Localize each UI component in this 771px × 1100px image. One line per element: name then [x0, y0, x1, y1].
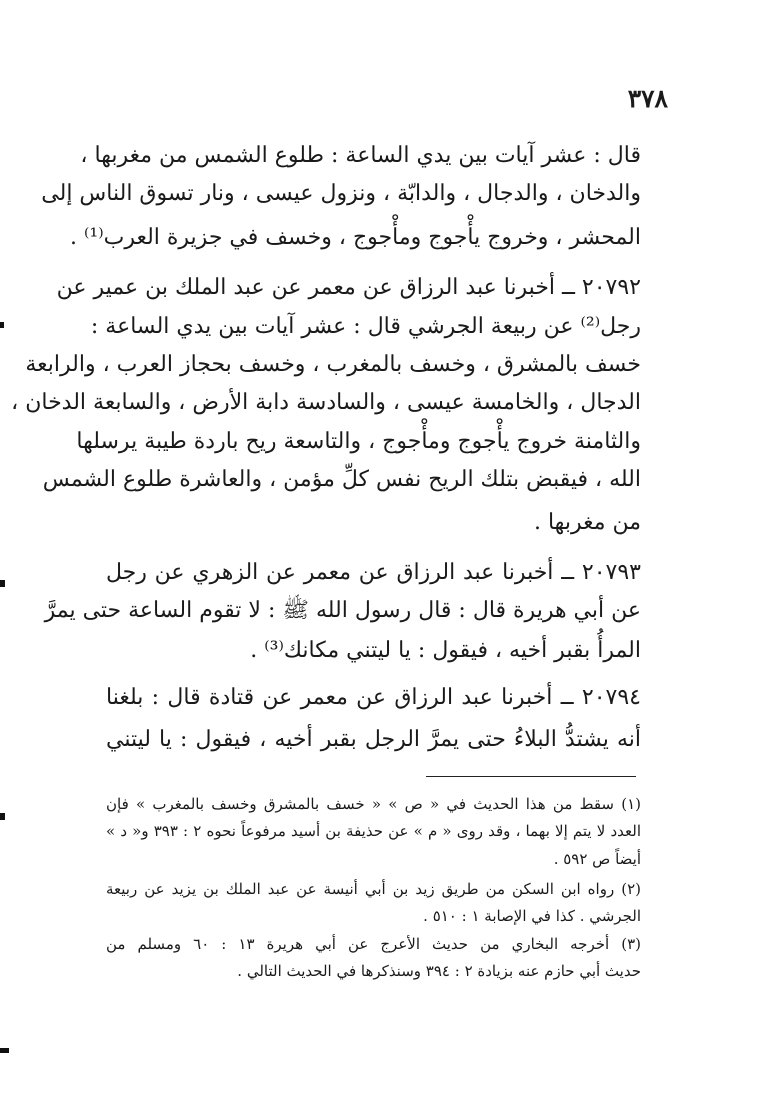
body-line: عن أبي هريرة قال : قال رسول الله ﷺ : لا تقوم الساعة حتى يمرَّ [44, 598, 641, 623]
body-line: الدجال ، والخامسة عيسى ، والسادسة دابة الأرض ، والسابعة الدخان ، [11, 390, 641, 415]
body-line: الله ، فيقبض بتلك الريح نفس كلِّ مؤمن ، والعاشرة طلوع الشمس [42, 467, 641, 492]
footnote-separator [426, 776, 636, 777]
footnote-line: (٢) رواه ابن السكن من طريق زيد بن أبي أنيسة عن عبد الملك بن يزيد عن ربيعة [106, 880, 641, 898]
footnote-line: الجرشي . كذا في الإصابة ١ : ٥١٠ . [423, 907, 641, 925]
scan-edge-mark [0, 580, 5, 587]
footnote-line: (٣) أخرجه البخاري من حديث الأعرج عن أبي هريرة ١٣ : ٦٠ ومسلم من [106, 935, 641, 953]
body-line: رجل⁽²⁾ عن ربيعة الجرشي قال : عشر آيات بين يدي الساعة : [90, 314, 641, 339]
body-line: قال : عشر آيات بين يدي الساعة : طلوع الشمس من مغربها ، [80, 143, 641, 168]
body-line: المرأُ بقبر أخيه ، فيقول : يا ليتني مكانك⁽³⁾ . [250, 638, 641, 663]
footnote-line: العدد لا يتم إلا بهما ، وقد روى « م » عن حذيفة بن أسيد مرفوعاً نحوه ٢ : ٣٩٣ و« د » [106, 822, 641, 840]
footnote-line: (١) سقط من هذا الحديث في « ص » « خسف بالمشرق وخسف بالمغرب » فإن [106, 795, 641, 813]
body-line: خسف بالمشرق ، وخسف بالمغرب ، وخسف بحجاز العرب ، والرابعة [25, 352, 641, 377]
hadith-20793-line: ٢٠٧٩٣ ــ أخبرنا عبد الرزاق عن معمر عن الزهري عن رجل [106, 560, 641, 585]
body-line: المحشر ، وخروج يأْجوج ومأْجوج ، وخسف في جزيرة العرب⁽¹⁾ . [70, 225, 641, 250]
body-line: والثامنة خروج يأْجوج ومأْجوج ، والتاسعة ريح باردة طيبة يرسلها [76, 429, 641, 454]
body-line: أنه يشتدُّ البلاءُ حتى يمرَّ الرجل بقبر أخيه ، فيقول : يا ليتني [106, 727, 641, 752]
footnote-line: أيضاً ص ٥٩٢ . [553, 850, 641, 868]
hadith-20794-line: ٢٠٧٩٤ ــ أخبرنا عبد الرزاق عن معمر عن قتادة قال : بلغنا [106, 685, 641, 710]
page-number: ٣٧٨ [627, 84, 668, 113]
scan-edge-mark [0, 1048, 9, 1053]
scan-edge-mark [0, 813, 5, 820]
footnote-line: حديث أبي حازم عنه بزيادة ٢ : ٣٩٤ وسنذكرها في الحديث التالي . [237, 962, 641, 980]
body-line: من مغربها . [533, 510, 641, 535]
body-line: والدخان ، والدجال ، والدابّة ، ونزول عيسى ، ونار تسوق الناس إلى [41, 181, 641, 206]
hadith-20792-line: ٢٠٧٩٢ ــ أخبرنا عبد الرزاق عن معمر عن عبد الملك بن عمير عن [56, 275, 641, 300]
scan-edge-mark [0, 322, 4, 328]
